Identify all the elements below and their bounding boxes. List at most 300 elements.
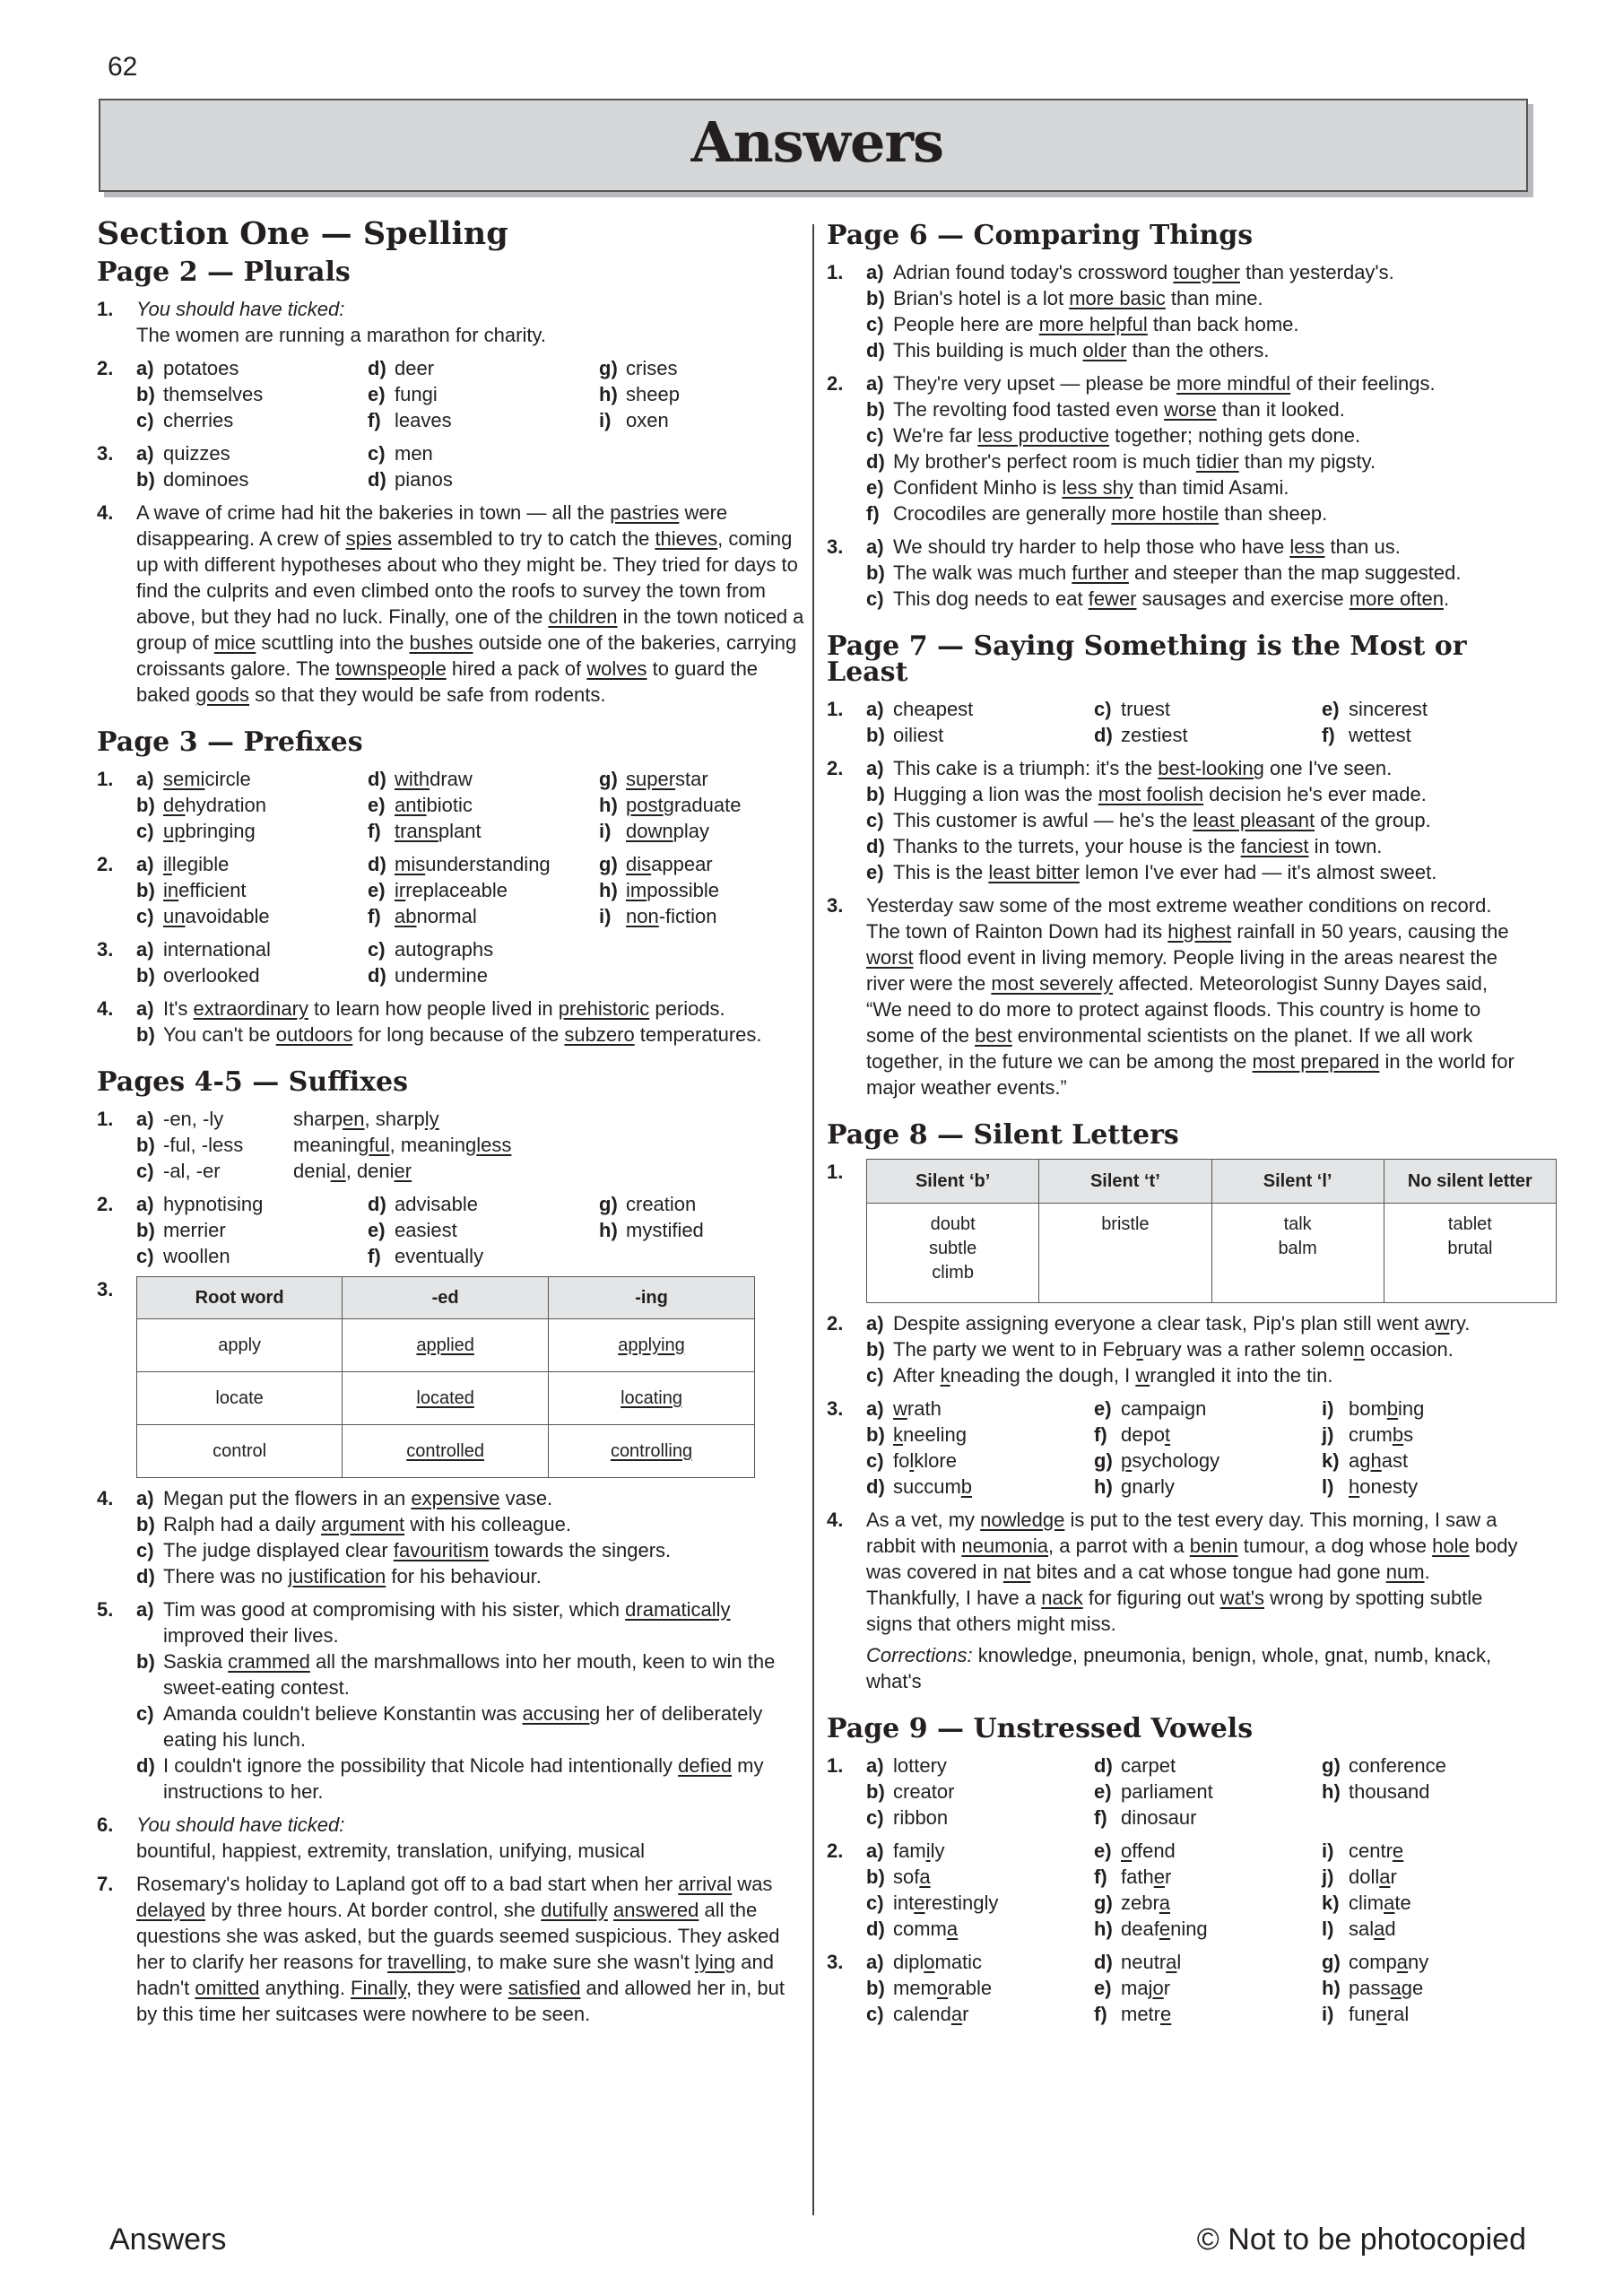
- underlined-word: tougher: [1173, 261, 1240, 283]
- answer-grid: [866, 1752, 1549, 1831]
- text-run: clim: [1349, 1892, 1384, 1914]
- text-run: ning: [1170, 1918, 1208, 1940]
- answer-row: [136, 466, 805, 492]
- answer-item: [866, 311, 1528, 337]
- text-run: rangled it into the tin.: [1150, 1364, 1333, 1387]
- answer-letter: g): [1094, 1892, 1113, 1914]
- answer-text: [893, 1422, 967, 1448]
- underlined-word: t: [1164, 1423, 1171, 1446]
- answer-cell: [368, 903, 599, 929]
- underlined-word: less productive: [977, 424, 1110, 447]
- answer-cell: [136, 407, 368, 433]
- p2-question-1: [97, 296, 805, 348]
- answer-text: [626, 766, 708, 792]
- answer-text: crises: [626, 357, 678, 379]
- answer-list: [136, 996, 805, 1048]
- p45-question-4: [97, 1485, 805, 1589]
- text-run: than my pigsty.: [1238, 450, 1376, 473]
- text-run: As a vet, my: [866, 1509, 981, 1531]
- underlined-word: post: [626, 794, 664, 816]
- underlined-word: older: [1082, 339, 1127, 361]
- text-run: is put to the test every day. This morning, I saw a rabbit with: [866, 1509, 1497, 1557]
- answer-text: [293, 1132, 511, 1158]
- underlined-word: g: [1184, 1397, 1196, 1420]
- answer-grid: [136, 1106, 805, 1184]
- text-run: circle: [204, 768, 251, 790]
- answer-text: [893, 448, 1528, 474]
- underlined-word: ly: [424, 1108, 439, 1130]
- answer-letter: c): [368, 442, 386, 465]
- answer-letter: b): [136, 383, 155, 405]
- text-run: r: [1164, 1866, 1172, 1888]
- answer-text: [893, 337, 1528, 363]
- answer-letter: c): [866, 2003, 884, 2025]
- answer-text: potatoes: [163, 357, 239, 379]
- text-run: environmental scientists on the planet. If we all work together, in the future we can be among the: [866, 1024, 1473, 1073]
- answer-text: [893, 370, 1528, 396]
- text-run: , a parrot with a: [1048, 1535, 1190, 1557]
- paragraph: [866, 892, 1528, 1100]
- underlined-word: down: [626, 820, 673, 842]
- underlined-word: more basic: [1069, 287, 1166, 309]
- text-run: , sharp: [364, 1108, 425, 1130]
- answer-letter: b): [136, 1134, 155, 1156]
- underlined-word: more helpful: [1038, 313, 1148, 335]
- answer-letter: h): [599, 794, 618, 816]
- underlined-word: spies: [345, 527, 392, 550]
- answer-letter: c): [136, 820, 154, 842]
- underlined-word: pastries: [610, 501, 680, 524]
- answer-letter: c): [1094, 698, 1112, 720]
- underlined-word: semi: [163, 768, 205, 790]
- underlined-word: a: [950, 2003, 963, 2025]
- answer-letter: j): [1322, 1866, 1334, 1888]
- question-number: 6.: [97, 1813, 114, 1836]
- answer-letter: a): [136, 853, 154, 875]
- answer-text: [1121, 2001, 1171, 2027]
- answer-cell: [866, 1949, 1094, 1975]
- answer-cell: [1322, 1752, 1549, 1779]
- page-4-5-title: Pages 4-5 — Suffixes: [97, 1066, 409, 1098]
- answer-cell: [866, 1448, 1094, 1474]
- answer-text: dinosaur: [1121, 1806, 1197, 1829]
- page-number: 62: [108, 52, 138, 82]
- answer-cell: [866, 1890, 1094, 1916]
- answer-cell: [866, 1975, 1094, 2001]
- answer-letter: b): [136, 879, 155, 901]
- answer-text: mystified: [626, 1219, 704, 1241]
- answer-item: [866, 781, 1528, 807]
- text-run: than timid Asami.: [1133, 476, 1289, 499]
- question-number: 3.: [97, 938, 114, 961]
- table-cell: [549, 1372, 755, 1425]
- p8-question-4: [827, 1507, 1528, 1694]
- text-run: occasion.: [1364, 1338, 1454, 1361]
- answer-text: [893, 1916, 958, 1942]
- text-run: My brother's perfect room is much: [893, 450, 1196, 473]
- text-run: for his behaviour.: [386, 1565, 542, 1587]
- underlined-word: ful: [369, 1134, 390, 1156]
- text-run: wrong by spotting subtle signs that others might miss.: [866, 1587, 1483, 1635]
- answer-cell: [136, 818, 368, 844]
- answer-text: [163, 851, 229, 877]
- answer-letter: c): [368, 938, 386, 961]
- answer-letter: b): [866, 1977, 885, 1999]
- text-run: Hugging a lion was the: [893, 783, 1098, 805]
- answer-text: dominoes: [163, 468, 249, 491]
- text-run: Amanda couldn't believe Konstantin was: [163, 1702, 523, 1725]
- answer-letter: a): [866, 1312, 884, 1335]
- text-run: Ralph had a daily: [163, 1513, 322, 1535]
- answer-text: [893, 311, 1528, 337]
- answer-letter: g): [599, 1193, 618, 1215]
- text-run: of their feelings.: [1290, 372, 1436, 395]
- answer-cell: [599, 407, 830, 433]
- suffix-pair: -ful, -less: [163, 1134, 244, 1156]
- answer-letter: b): [866, 1338, 885, 1361]
- answer-item: [136, 1648, 805, 1700]
- underlined-word: located: [416, 1387, 474, 1408]
- answer-letter: i): [1322, 1397, 1334, 1420]
- text-run: doll: [1349, 1866, 1380, 1888]
- text-run: for figuring out: [1082, 1587, 1220, 1609]
- p45-question-7: [97, 1871, 805, 2027]
- question-number: 7.: [97, 1873, 114, 1895]
- answer-row: [136, 381, 830, 407]
- answer-text: cherries: [163, 409, 234, 431]
- text-run: ast: [1381, 1449, 1409, 1472]
- answer-text: [163, 1648, 805, 1700]
- underlined-word: k: [940, 1364, 950, 1387]
- answer-text: [395, 818, 482, 844]
- answer-text: wettest: [1349, 724, 1411, 746]
- table-word: brutal: [1447, 1239, 1493, 1258]
- text-run: neeling: [903, 1423, 967, 1446]
- answer-letter: l): [1322, 1475, 1334, 1498]
- answer-cell: [1322, 1890, 1549, 1916]
- p45-question-2: [97, 1191, 805, 1269]
- answer-row: [866, 696, 1549, 722]
- answer-letter: c): [136, 1539, 154, 1561]
- text-run: restingly: [924, 1892, 999, 1914]
- text-run: This cake is a triumph: it's the: [893, 757, 1159, 779]
- answer-text: [626, 818, 709, 844]
- answer-cell: [1094, 1422, 1322, 1448]
- question-number: 5.: [97, 1598, 114, 1621]
- answer-cell: [866, 1752, 1094, 1779]
- underlined-word: er: [394, 1160, 412, 1182]
- p9-question-3: [827, 1949, 1528, 2027]
- text-run: legible: [171, 853, 230, 875]
- answer-row: [136, 1191, 830, 1217]
- underlined-word: w: [1135, 1364, 1150, 1387]
- page-7-title: Page 7 — Saying Something is the Most or Least: [827, 631, 1467, 688]
- text-run: with his colleague.: [404, 1513, 571, 1535]
- text-run: This building is much: [893, 339, 1083, 361]
- answer-letter: i): [599, 905, 612, 927]
- answer-text: [893, 755, 1528, 781]
- answer-text: [163, 766, 251, 792]
- question-number: 1.: [97, 768, 114, 790]
- answer-letter: g): [599, 853, 618, 875]
- answer-text: [1121, 1864, 1171, 1890]
- text-run: replaceable: [405, 879, 508, 901]
- text-run: ny: [1408, 1951, 1429, 1973]
- answer-text: leaves: [395, 409, 452, 431]
- answer-item: [866, 807, 1528, 833]
- answer-cell: [1094, 1474, 1322, 1500]
- answer-item: [866, 396, 1528, 422]
- answer-cell: [599, 877, 830, 903]
- answer-item: [866, 337, 1528, 363]
- answer-letter: g): [1094, 1449, 1113, 1472]
- answer-letter: e): [1094, 1780, 1112, 1803]
- text-run: uary was a rather solem: [1142, 1338, 1354, 1361]
- underlined-word: in: [163, 879, 179, 901]
- underlined-word: fanciest: [1240, 835, 1309, 857]
- answer-cell: [1322, 1864, 1549, 1890]
- answer-row: [866, 1752, 1549, 1779]
- p3-question-1: [97, 766, 805, 844]
- page-6-title: Page 6 — Comparing Things: [827, 220, 1254, 251]
- left-column: [97, 215, 805, 2034]
- text-run: avoidable: [185, 905, 270, 927]
- text-run: matic: [934, 1951, 983, 1973]
- table-cell: apply: [137, 1319, 343, 1372]
- underlined-word: h: [1349, 1475, 1360, 1498]
- text-run: centr: [1349, 1839, 1393, 1862]
- underlined-word: fewer: [1088, 587, 1137, 610]
- answer-cell: [599, 381, 830, 407]
- text-run: together; nothing gets done.: [1109, 424, 1361, 447]
- paragraph: [136, 500, 805, 708]
- answer-letter: i): [599, 409, 612, 431]
- table-header: Root word: [137, 1277, 343, 1319]
- answer-cell: [1094, 1975, 1322, 2001]
- text-run: Saskia: [163, 1650, 229, 1673]
- text-run: by three hours. At border control, she: [205, 1899, 542, 1921]
- text-run: all the marshmallows into her mouth, keen to win the sweet-eating contest.: [163, 1650, 776, 1699]
- p8-question-2: [827, 1310, 1528, 1388]
- answer-cell: [1094, 2001, 1322, 2027]
- answer-text: [163, 1485, 805, 1511]
- answer-text: truest: [1121, 698, 1171, 720]
- right-column: [827, 215, 1532, 2034]
- answer-letter: b): [866, 1423, 885, 1446]
- answer-letter: e): [368, 794, 386, 816]
- answer-letter: d): [368, 964, 386, 987]
- answer-row: [866, 1422, 1549, 1448]
- text-run: temperatures.: [634, 1023, 762, 1046]
- answer-text: [626, 851, 713, 877]
- page-3-title: Page 3 — Prefixes: [97, 726, 363, 758]
- text-run: , they were: [406, 1977, 508, 1999]
- answer-text: [893, 1949, 982, 1975]
- answer-cell: [1094, 1916, 1322, 1942]
- answer-letter: b): [866, 1866, 885, 1888]
- p7-question-1: [827, 696, 1528, 748]
- text-run: understanding: [425, 853, 551, 875]
- answer-text: [293, 1106, 439, 1132]
- text-run: After: [893, 1364, 941, 1387]
- underlined-word: a: [1166, 1951, 1177, 1973]
- table-header: Silent ‘t’: [1039, 1160, 1211, 1204]
- answer-cell: [136, 381, 368, 407]
- answer-item: [866, 833, 1528, 859]
- answer-text: [163, 1752, 805, 1805]
- answer-row: [136, 818, 830, 844]
- answer-text: [1349, 2001, 1409, 2027]
- answer-cell: [866, 2001, 1094, 2027]
- text-run: There was no: [163, 1565, 289, 1587]
- answer-row: [866, 1396, 1549, 1422]
- answer-cell: [1322, 722, 1549, 748]
- answer-text: [1121, 1890, 1170, 1916]
- underlined-word: wat's: [1219, 1587, 1265, 1609]
- answer-text: [893, 560, 1528, 586]
- underlined-word: ab: [395, 905, 417, 927]
- answer-text: [893, 1890, 998, 1916]
- text-run: graduate: [663, 794, 742, 816]
- underlined-word: e: [1153, 1866, 1165, 1888]
- answer-cell: [368, 381, 599, 407]
- table-word: talk: [1283, 1214, 1312, 1234]
- answer-cell: [1322, 1422, 1549, 1448]
- underlined-word: a: [919, 1866, 931, 1888]
- text-run: and allowed her in, but by this time her suitcases were nowhere to be seen.: [136, 1977, 785, 2025]
- underlined-word: best: [975, 1024, 1012, 1047]
- text-run: narly: [1132, 1475, 1175, 1498]
- answer-grid: [866, 1949, 1549, 2027]
- text-run: r: [962, 2003, 969, 2025]
- answer-text: overlooked: [163, 964, 260, 987]
- answer-row: [866, 722, 1549, 748]
- answer-cell: [136, 440, 368, 466]
- answer-text: [893, 259, 1528, 285]
- answers-banner: [99, 99, 1528, 192]
- answer-text: sincerest: [1349, 698, 1428, 720]
- answer-item: [866, 1336, 1528, 1362]
- answer-row: [136, 407, 830, 433]
- underlined-word: p: [1121, 1449, 1133, 1472]
- table-row: [137, 1319, 755, 1372]
- underlined-word: less shy: [1062, 476, 1133, 499]
- answer-text: autographs: [395, 938, 494, 961]
- answer-cell: [1322, 1949, 1549, 1975]
- answer-letter: f): [368, 409, 381, 431]
- answer-letter: a): [866, 757, 884, 779]
- answer-text: [395, 877, 508, 903]
- question-number: 1.: [827, 1161, 844, 1183]
- answer-text: [1349, 1422, 1413, 1448]
- answer-row: [136, 1132, 805, 1158]
- answer-letter: b): [136, 1023, 155, 1046]
- text-run: deni: [293, 1160, 331, 1182]
- underlined-word: townspeople: [335, 657, 447, 680]
- answer-text: fungi: [395, 383, 438, 405]
- answer-cell: [599, 766, 830, 792]
- text-run: metr: [1121, 2003, 1160, 2025]
- text-run: ing: [1398, 1397, 1425, 1420]
- underlined-word: controlling: [610, 1440, 693, 1461]
- answer-text: [395, 903, 477, 929]
- text-run: The judge displayed clear: [163, 1539, 394, 1561]
- text-run: klore: [914, 1449, 957, 1472]
- ticked-lead: You should have ticked:: [136, 1813, 345, 1836]
- underlined-word: less: [1289, 535, 1325, 558]
- table-header: No silent letter: [1384, 1160, 1556, 1204]
- underlined-word: tidier: [1195, 450, 1239, 473]
- silent-letters-table: [866, 1159, 1557, 1303]
- suffix-pair: -en, -ly: [163, 1108, 224, 1130]
- answer-text: cheapest: [893, 698, 974, 720]
- underlined-word: nowledge: [980, 1509, 1065, 1531]
- question-number: 2.: [827, 1839, 844, 1862]
- answer-text: [893, 285, 1528, 311]
- table-cell: [1039, 1204, 1211, 1303]
- answer-letter: b): [136, 1650, 155, 1673]
- text-run: Thanks to the turrets, your house is the: [893, 835, 1241, 857]
- answer-letter: e): [368, 383, 386, 405]
- underlined-word: im: [626, 879, 647, 901]
- answer-item: [136, 1700, 805, 1752]
- answer-text: [163, 1596, 805, 1648]
- answer-letter: a): [136, 442, 154, 465]
- answer-letter: f): [1094, 1423, 1107, 1446]
- text-run: fun: [1349, 2003, 1376, 2025]
- text-run: rable: [948, 1977, 993, 1999]
- answer-cell: [368, 1191, 599, 1217]
- answer-letter: c): [866, 1449, 884, 1472]
- underlined-word: most foolish: [1098, 783, 1204, 805]
- banner-title: Answers: [690, 109, 943, 175]
- text-run: than sheep.: [1219, 502, 1328, 525]
- p8-question-3: [827, 1396, 1528, 1500]
- answer-text: [1121, 1396, 1206, 1422]
- answer-cell: [1322, 1975, 1549, 2001]
- underlined-word: least bitter: [988, 861, 1080, 883]
- question-number: 2.: [97, 1193, 114, 1215]
- question-number: 2.: [97, 853, 114, 875]
- question-number: 1.: [97, 298, 114, 320]
- question-number: 4.: [97, 997, 114, 1020]
- answer-letter: c): [866, 424, 884, 447]
- underlined-word: de: [163, 794, 186, 816]
- answer-text: [893, 534, 1528, 560]
- answer-letter: h): [1094, 1918, 1113, 1940]
- answer-text: [163, 792, 266, 818]
- underlined-word: lying: [694, 1951, 736, 1973]
- answer-letter: b): [866, 287, 885, 309]
- underlined-word: thieves: [655, 527, 718, 550]
- text-run: play: [673, 820, 709, 842]
- p45-question-1: [97, 1106, 805, 1184]
- answer-cell: [136, 877, 368, 903]
- answer-letter: a): [866, 535, 884, 558]
- answer-text: [626, 903, 717, 929]
- text-run: ge: [1401, 1977, 1424, 1999]
- text-run: decision he's ever made.: [1203, 783, 1427, 805]
- underlined-word: w: [893, 1397, 907, 1420]
- answer-text: [1121, 1916, 1208, 1942]
- answer-text: [893, 396, 1528, 422]
- answer-item: [866, 500, 1528, 526]
- table-word: tablet: [1447, 1214, 1492, 1234]
- page-9-title: Page 9 — Unstressed Vowels: [827, 1713, 1254, 1744]
- answer-cell: [136, 355, 368, 381]
- answer-letter: h): [1322, 1780, 1341, 1803]
- answer-row: [136, 903, 830, 929]
